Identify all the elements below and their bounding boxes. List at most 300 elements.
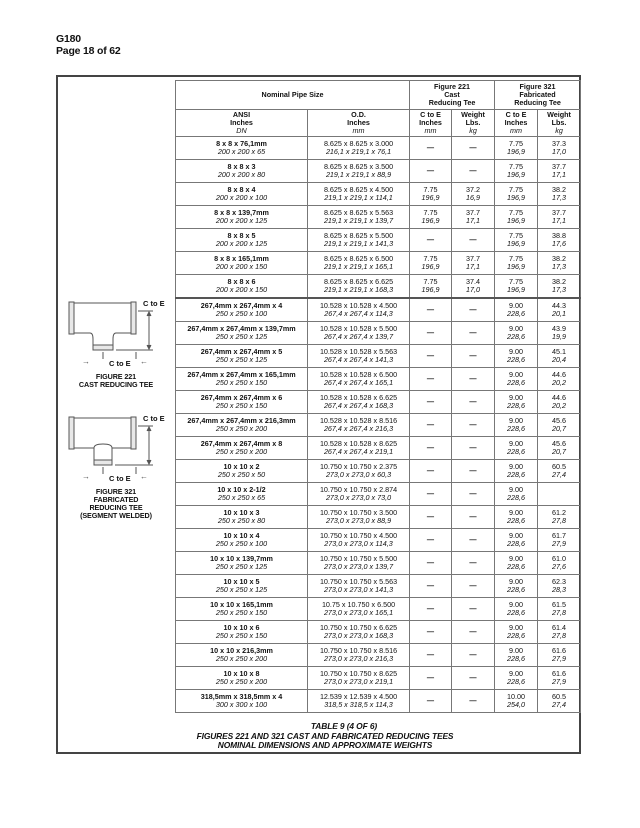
cell-metric-value: 20,7 [552,424,567,433]
table-row [176,460,581,483]
fig321-weight-cell [538,391,581,414]
cell-metric-value: 17,0 [466,285,481,294]
cell-primary-value: 267,4mm x 267,4mm x 5 [200,347,283,356]
cell-metric-value: 228,6 [507,631,526,640]
header-line: Reducing Tee [428,98,476,107]
fig321-weight-cell [538,414,581,437]
cell-primary-value: 10 x 10 x 4 [223,531,260,540]
column-header-line: Lbs. [551,118,567,127]
fig321-weight-cell [538,275,581,299]
page-header [56,33,121,57]
cell-primary-value: 9.00 [509,416,524,425]
cell-primary-value: 7.75 [423,277,438,286]
cell-primary-value: 10.528 x 10.528 x 5.563 [319,347,398,356]
ansi-cell [176,667,308,690]
cell-metric-value: 267,4 x 267,4 x 168,3 [323,401,394,410]
fig321-c-to-e-cell [495,529,538,552]
cell-primary-value: 9.00 [509,393,524,402]
cell-metric-value: 27,4 [552,470,567,479]
fig221-c-to-e-cell [410,483,452,506]
cell-primary-value: — [469,328,477,337]
cell-metric-value: 318,5 x 318,5 x 114,3 [324,700,393,709]
cell-primary-value: 37.2 [466,185,481,194]
fig321-weight-cell [538,529,581,552]
fig221-weight-cell [452,368,495,391]
cell-metric-value: 20,7 [552,447,567,456]
fig221-c-to-e-cell [410,206,452,229]
cell-metric-value: 196,9 [421,285,440,294]
fig321-c-to-e-cell [495,345,538,368]
cell-primary-value: — [426,696,435,705]
fig321-c-to-e-cell [495,621,538,644]
cell-primary-value: 44.6 [552,393,567,402]
fig221-weight-cell [452,460,495,483]
column-header-line: C to E [420,110,441,119]
od-cell [308,206,410,229]
fig321-c-to-e-cell [495,598,538,621]
fig221-c-to-e-cell [410,137,452,160]
cell-primary-value: 10.00 [507,692,526,701]
cell-primary-value: 8.625 x 8.625 x 3.000 [323,139,394,148]
cell-metric-value: 250 x 250 x 50 [217,470,266,479]
cell-primary-value: 10.528 x 10.528 x 5.500 [319,324,398,333]
cell-primary-value: 9.00 [509,600,524,609]
cell-metric-value: 273,0 x 273,0 x 60,3 [325,470,392,479]
column-header-line: mm [352,126,365,135]
table-row [176,183,581,206]
ansi-cell [176,160,308,183]
fig221-weight-cell [452,506,495,529]
column-header-line: kg [555,126,563,135]
cell-metric-value: 228,6 [507,378,526,387]
cell-metric-value: 196,9 [507,170,526,179]
table-row [176,160,581,183]
table-row [176,552,581,575]
cell-metric-value: 250 x 250 x 200 [215,654,268,663]
cell-primary-value: 61.6 [552,669,567,678]
cell-primary-value: — [426,305,435,314]
fig221-weight-cell [452,275,495,299]
cell-primary-value: 37.7 [466,254,481,263]
cell-primary-value: 45.6 [552,439,567,448]
cell-primary-value: — [426,420,435,429]
cell-metric-value: 219,1 x 219,1 x 141,3 [323,239,394,248]
table-row [176,368,581,391]
cell-primary-value: 9.00 [509,577,524,586]
cell-primary-value: 9.00 [509,324,524,333]
cell-metric-value: 196,9 [507,239,526,248]
cell-metric-value: 273,0 x 273,0 x 219,1 [323,677,394,686]
cell-primary-value: 267,4mm x 267,4mm x 6 [200,393,283,402]
cell-metric-value: 267,4 x 267,4 x 141,3 [323,355,394,364]
figure-221 [60,297,172,389]
column-header-line: Weight [547,110,571,119]
cell-primary-value: 10 x 10 x 139,7mm [210,554,273,563]
cell-metric-value: 200 x 200 x 150 [215,262,268,271]
cell-primary-value: 12.539 x 12.539 x 4.500 [319,692,398,701]
fig321-c-to-e-cell [495,690,538,713]
ansi-cell [176,552,308,575]
cell-primary-value: 7.75 [423,254,438,263]
od-cell [308,460,410,483]
fig321-c-to-e-cell [495,437,538,460]
cell-primary-value: — [426,166,435,175]
figure-321 [60,412,172,520]
header-nominal-pipe-size: Nominal Pipe Size [176,81,410,110]
cell-metric-value: 250 x 250 x 65 [217,493,266,502]
fig221-c-to-e-cell [410,621,452,644]
cell-metric-value: 250 x 250 x 150 [215,631,268,640]
cell-primary-value: 10.528 x 10.528 x 4.500 [319,301,398,310]
cell-primary-value: 9.00 [509,370,524,379]
cell-primary-value: 10.750 x 10.750 x 5.500 [319,554,398,563]
fig221-c-to-e-cell [410,368,452,391]
fig221-c-to-e-cell [410,667,452,690]
cell-metric-value: 273,0 x 273,0 x 114,3 [324,539,393,548]
cell-metric-value: 273,0 x 273,0 x 73,0 [325,493,392,502]
table-row [176,414,581,437]
cell-metric-value: 250 x 250 x 125 [215,562,268,571]
od-cell [308,506,410,529]
cell-primary-value: 44.3 [552,301,567,310]
cell-metric-value: 250 x 250 x 100 [215,539,268,548]
fig221-weight-cell [452,575,495,598]
cell-metric-value: 300 x 300 x 100 [215,700,268,709]
ansi-cell [176,298,308,322]
cell-primary-value: 37.7 [466,208,481,217]
cell-metric-value: 196,9 [507,147,526,156]
cell-metric-value: 200 x 200 x 65 [217,147,266,156]
cell-metric-value: 228,6 [507,470,526,479]
cell-metric-value: 250 x 250 x 150 [215,378,268,387]
fig221-c-to-e-cell [410,229,452,252]
cell-primary-value: — [469,535,477,544]
cell-primary-value: 267,4mm x 267,4mm x 165,1mm [187,370,296,379]
cell-primary-value: 62.3 [552,577,567,586]
column-header-line: C to E [505,110,527,119]
table-row [176,252,581,275]
cell-primary-value: — [469,512,477,521]
od-cell [308,667,410,690]
cell-primary-value: 10 x 10 x 165,1mm [210,600,273,609]
fig221-c-to-e-cell [410,460,452,483]
cell-metric-value: 228,6 [507,332,526,341]
cell-metric-value: 228,6 [507,447,526,456]
cell-primary-value: 267,4mm x 267,4mm x 8 [200,439,283,448]
cell-primary-value: — [426,235,435,244]
table-row [176,483,581,506]
cell-metric-value: 20,2 [552,401,567,410]
cell-metric-value: 267,4 x 267,4 x 219,1 [323,447,394,456]
table-row [176,529,581,552]
column-header-line: kg [469,126,477,135]
fig321-c-to-e-cell [495,506,538,529]
cell-primary-value: — [469,466,477,475]
ansi-cell [176,252,308,275]
fig221-weight-cell [452,598,495,621]
cell-primary-value: — [426,535,435,544]
table-row [176,345,581,368]
cell-metric-value: 27,8 [552,631,567,640]
cell-primary-value: 61.2 [552,508,567,517]
cell-metric-value: 17,1 [466,262,481,271]
column-header [176,110,308,137]
cell-primary-value: 9.00 [509,508,524,517]
od-cell [308,644,410,667]
ansi-cell [176,621,308,644]
cell-metric-value: 250 x 250 x 80 [217,516,266,525]
cell-primary-value: — [426,466,435,475]
cell-primary-value: 10.528 x 10.528 x 6.625 [319,393,398,402]
fig221-c-to-e-cell [410,322,452,345]
cell-primary-value: 61.7 [552,531,567,540]
fig221-weight-cell [452,414,495,437]
caption-line: FABRICATED [93,495,139,504]
od-cell [308,298,410,322]
cell-primary-value: 9.00 [509,669,524,678]
cell-metric-value: 200 x 200 x 125 [215,239,268,248]
cell-primary-value: 37.3 [552,139,567,148]
cell-metric-value: 17,0 [552,147,567,156]
ansi-cell [176,644,308,667]
cell-metric-value: 219,1 x 219,1 x 139,7 [323,216,394,225]
figure-321-caption [60,488,172,520]
fig321-weight-cell [538,506,581,529]
fig321-weight-cell [538,552,581,575]
cell-primary-value: 61.5 [552,600,567,609]
cell-primary-value: 10.750 x 10.750 x 3.500 [319,508,398,517]
column-header-line: ANSI [232,110,251,119]
fig321-weight-cell [538,575,581,598]
od-cell [308,552,410,575]
cell-primary-value: 9.00 [509,462,524,471]
ansi-cell [176,206,308,229]
cell-primary-value: — [426,397,435,406]
cell-metric-value: 219,1 x 219,1 x 168,3 [323,285,394,294]
cell-metric-value: 250 x 250 x 150 [215,401,268,410]
header-figure-221 [410,81,495,110]
ansi-cell [176,529,308,552]
fig221-c-to-e-cell [410,391,452,414]
cell-metric-value: 27,9 [552,539,567,548]
cell-metric-value: 228,6 [507,424,526,433]
arrow-left-icon: ← [140,472,148,481]
cell-metric-value: 20,4 [552,355,567,364]
cell-primary-value: 45.1 [552,347,567,356]
od-cell [308,368,410,391]
caption-line: (SEGMENT WELDED) [80,511,152,520]
cell-primary-value: — [469,558,477,567]
fig221-c-to-e-cell [410,275,452,299]
cell-primary-value: — [426,143,435,152]
ansi-cell [176,275,308,299]
fig221-weight-cell [452,391,495,414]
cell-primary-value: — [469,650,477,659]
cell-metric-value: 28,3 [552,585,567,594]
fig221-weight-cell [452,206,495,229]
ansi-cell [176,229,308,252]
cell-primary-value: 10 x 10 x 3 [223,508,260,517]
fig321-c-to-e-cell [495,460,538,483]
fig321-weight-cell [538,345,581,368]
cell-primary-value: 45.6 [552,416,567,425]
table-title: FIGURES 221 AND 321 CAST AND FABRICATED REDUCING TEES [196,730,454,741]
fig321-weight-cell [538,183,581,206]
cell-primary-value: 9.00 [509,623,524,632]
figure-221-caption [60,373,172,389]
cell-primary-value: — [469,143,477,152]
fig221-weight-cell [452,298,495,322]
ansi-cell [176,575,308,598]
cell-metric-value: 267,4 x 267,4 x 216,3 [323,424,394,433]
fig321-c-to-e-cell [495,414,538,437]
cell-metric-value: 27,8 [552,608,567,617]
cell-metric-value: 267,4 x 267,4 x 114,3 [324,309,393,318]
od-cell [308,345,410,368]
caption-line: CAST REDUCING TEE [78,380,154,389]
table-row [176,598,581,621]
cell-primary-value: 9.00 [509,347,524,356]
fig221-c-to-e-cell [410,575,452,598]
cell-primary-value: 10.750 x 10.750 x 5.563 [319,577,398,586]
cell-metric-value: 273,0 x 273,0 x 141,3 [323,585,394,594]
document-id: G180 [56,33,81,45]
cell-primary-value: 10.750 x 10.750 x 6.625 [319,623,398,632]
cell-metric-value: 273,0 x 273,0 x 216,3 [323,654,394,663]
ansi-cell [176,137,308,160]
cell-primary-value: 8.625 x 8.625 x 6.500 [323,254,394,263]
cell-primary-value: 10.528 x 10.528 x 8.625 [319,439,398,448]
cell-primary-value: 8 x 8 x 139,7mm [214,208,269,217]
table-row [176,298,581,322]
fig321-weight-cell [538,229,581,252]
od-cell [308,252,410,275]
fig321-weight-cell [538,483,581,506]
cell-metric-value: 196,9 [507,193,526,202]
fig321-c-to-e-cell [495,644,538,667]
table-number: TABLE 9 (4 OF 6) [310,721,378,731]
c-to-e-vertical-label: C to E [143,414,165,423]
cell-primary-value: 9.00 [509,554,524,563]
table-row [176,621,581,644]
cell-metric-value: 20,2 [552,378,567,387]
cell-metric-value: 250 x 250 x 100 [215,309,268,318]
cell-metric-value: 250 x 250 x 200 [215,677,268,686]
cell-primary-value: 7.75 [509,208,524,217]
cell-primary-value: 8 x 8 x 165,1mm [214,254,269,263]
cell-primary-value: 37.7 [552,208,567,217]
column-header [308,110,410,137]
cell-primary-value: 9.00 [509,439,524,448]
cell-metric-value: 228,6 [507,516,526,525]
fig321-c-to-e-cell [495,206,538,229]
reducing-tee-dimensions-table [175,80,581,713]
od-cell [308,690,410,713]
cell-primary-value: 37.4 [466,277,481,286]
cell-primary-value: 37.7 [552,162,567,171]
cell-primary-value: 61.4 [552,623,567,632]
cell-metric-value: 250 x 250 x 200 [215,447,268,456]
fig221-c-to-e-cell [410,598,452,621]
arrow-left-icon: ← [140,357,148,366]
cell-primary-value: — [469,604,477,613]
cell-primary-value: 8.625 x 8.625 x 6.625 [323,277,394,286]
ansi-cell [176,460,308,483]
table-row [176,667,581,690]
cell-primary-value: — [426,351,435,360]
cell-primary-value: 61.6 [552,646,567,655]
cell-primary-value: 10.528 x 10.528 x 8.516 [319,416,398,425]
fig221-weight-cell [452,690,495,713]
cell-metric-value: 273,0 x 273,0 x 168,3 [323,631,394,640]
cell-primary-value: — [469,351,477,360]
cell-metric-value: 27,4 [552,700,567,709]
cell-metric-value: 200 x 200 x 125 [215,216,268,225]
ansi-cell [176,437,308,460]
cell-metric-value: 16,9 [466,193,481,202]
cell-primary-value: 10.75 x 10.750 x 6.500 [321,600,396,609]
fig321-weight-cell [538,621,581,644]
fig321-c-to-e-cell [495,275,538,299]
cell-metric-value: 228,6 [507,355,526,364]
ansi-cell [176,183,308,206]
cell-primary-value: 8.625 x 8.625 x 4.500 [323,185,394,194]
od-cell [308,391,410,414]
cell-primary-value: — [469,235,477,244]
column-header-line: mm [510,126,522,135]
c-to-e-horizontal-label: C to E [109,359,131,368]
cell-primary-value: 7.75 [509,185,524,194]
cell-metric-value: 228,6 [507,309,526,318]
cell-primary-value: 267,4mm x 267,4mm x 216,3mm [187,416,296,425]
cell-primary-value: 10 x 10 x 216,3mm [210,646,273,655]
cell-metric-value: 17,3 [552,285,567,294]
cell-primary-value: 60.5 [552,462,567,471]
od-cell [308,483,410,506]
header-line: Fabricated [519,90,556,99]
cell-metric-value: 228,6 [507,654,526,663]
page-number: Page 18 of 62 [56,45,121,57]
od-cell [308,414,410,437]
cell-metric-value: 19,9 [552,332,567,341]
cell-primary-value: — [469,696,477,705]
column-header-line: Inches [419,118,442,127]
cell-metric-value: 200 x 200 x 80 [217,170,266,179]
cell-metric-value: 228,6 [507,677,526,686]
fig221-weight-cell [452,160,495,183]
od-cell [308,160,410,183]
table-subtitle: NOMINAL DIMENSIONS AND APPROXIMATE WEIGHTS [217,740,433,750]
cell-metric-value: 273,0 x 273,0 x 165,1 [323,608,394,617]
cell-metric-value: 27,8 [552,516,567,525]
ansi-cell [176,322,308,345]
fig321-weight-cell [538,690,581,713]
cell-primary-value: — [469,166,477,175]
column-header [410,110,452,137]
ansi-cell [176,598,308,621]
cell-metric-value: 267,4 x 267,4 x 165,1 [323,378,394,387]
cell-primary-value: 10 x 10 x 2 [223,462,260,471]
cell-metric-value: 219,1 x 219,1 x 88,9 [325,170,392,179]
cell-metric-value: 228,6 [507,401,526,410]
fig221-weight-cell [452,667,495,690]
cell-primary-value: 8 x 8 x 3 [227,162,256,171]
cell-metric-value: 228,6 [507,493,526,502]
fig221-weight-cell [452,137,495,160]
fig321-c-to-e-cell [495,322,538,345]
header-figure-321 [495,81,581,110]
table-row [176,206,581,229]
